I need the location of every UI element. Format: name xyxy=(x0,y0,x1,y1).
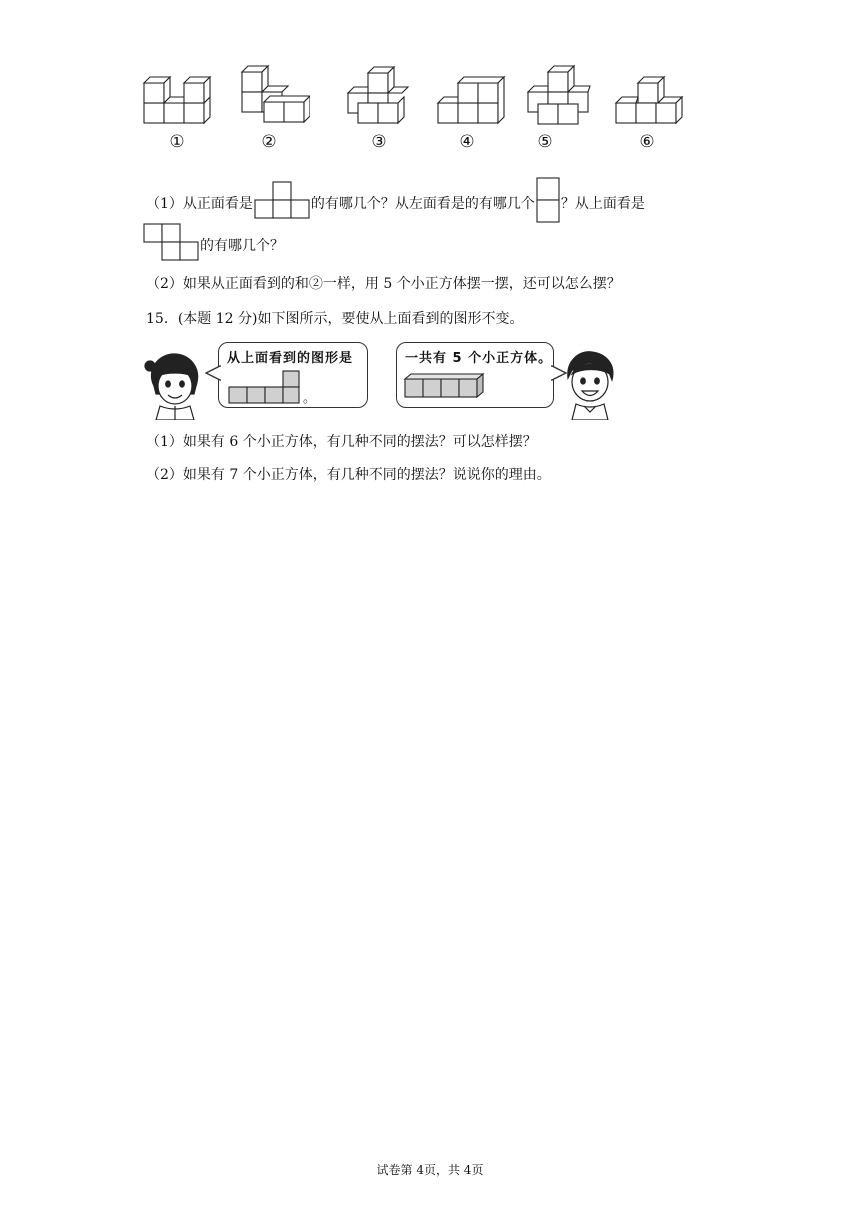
q14-part1-text-b: 的有哪几个？从左面看是的有哪几个 xyxy=(310,196,535,212)
q14-part1-line2 xyxy=(142,222,284,270)
cube-figure-6 xyxy=(614,60,686,152)
q14-part1-text-c: ？从上面看是 xyxy=(560,196,645,212)
top-view-shape xyxy=(142,222,200,270)
bubble-right-text: 一共有 5 个小正方体。 xyxy=(405,351,553,366)
bubble-left-text: 从上面看到的图形是 xyxy=(227,351,354,366)
figure-label-1: ① xyxy=(169,132,185,152)
q14-part1-text-a: （1）从正面看是 xyxy=(146,196,253,212)
bubble-left-period: 。 xyxy=(303,391,317,406)
front-view-shape xyxy=(253,181,311,227)
speech-bubble-left xyxy=(218,342,368,408)
speech-bubble-right xyxy=(396,342,554,408)
figure-label-2: ② xyxy=(261,132,277,152)
q15-illustration xyxy=(140,340,620,420)
figure-label-3: ③ xyxy=(371,132,387,152)
girl-avatar xyxy=(144,350,206,424)
cube-figure-3 xyxy=(346,60,410,152)
top-view-grid xyxy=(227,369,307,407)
bubble-left-tail xyxy=(205,365,221,381)
cube-figure-4 xyxy=(436,60,506,152)
figure-label-5: ⑤ xyxy=(537,132,553,152)
q15-part2: （2）如果有 7 个小正方体，有几种不同的摆法？说说你的理由。 xyxy=(146,467,551,483)
figure-label-4: ④ xyxy=(459,132,475,152)
figure-label-6: ⑥ xyxy=(639,132,655,152)
left-view-shape xyxy=(535,176,561,232)
cube-figure-1 xyxy=(142,60,212,152)
cube-figure-5 xyxy=(526,60,592,152)
q15-title: 15．(本题 12 分)如下图所示，要使从上面看到的图形不变。 xyxy=(146,311,524,327)
q14-part1-text-d: 的有哪几个？ xyxy=(200,238,284,254)
boy-avatar xyxy=(560,348,620,424)
q15-part1: （1）如果有 6 个小正方体，有几种不同的摆法？可以怎样摆？ xyxy=(146,434,537,450)
five-cubes-row xyxy=(403,373,487,399)
q14-part2: （2）如果从正面看到的和②一样，用 5 个小正方体摆一摆，还可以怎么摆？ xyxy=(146,276,621,292)
cube-figures-row xyxy=(130,60,710,160)
cube-figure-2 xyxy=(238,60,310,152)
page-footer: 试卷第 4页，共 4页 xyxy=(376,1163,484,1177)
